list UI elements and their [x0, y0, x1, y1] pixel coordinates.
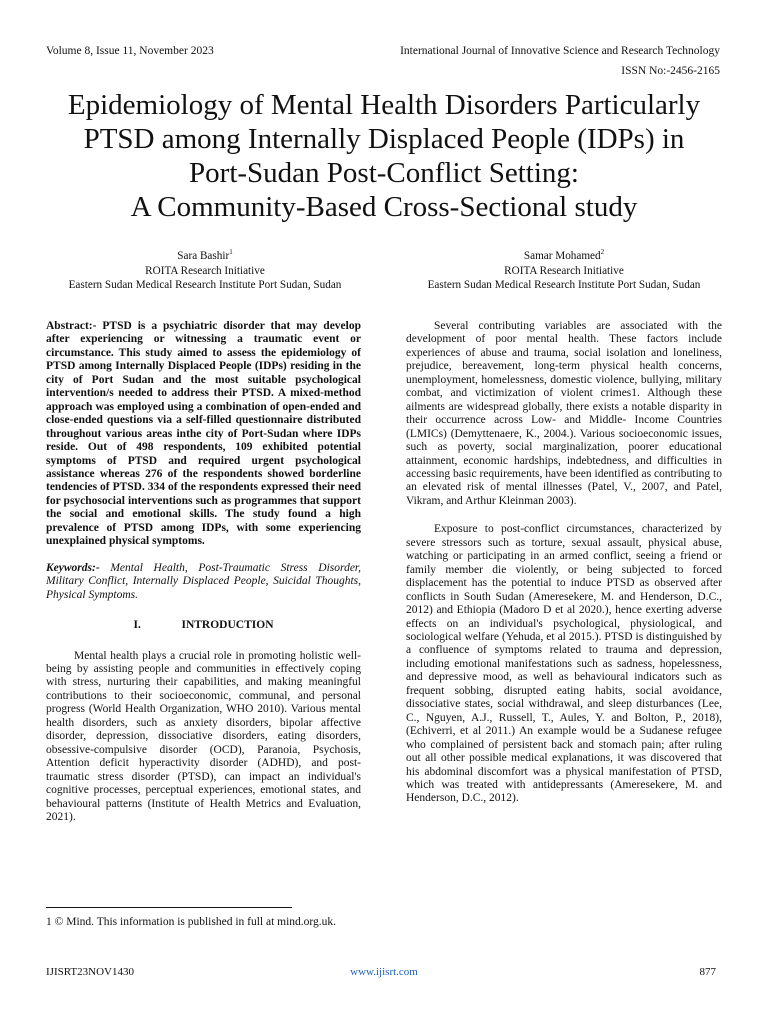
author-block-2 — [390, 249, 738, 293]
section-title: INTRODUCTION — [181, 619, 274, 632]
keywords-label: Keywords:- — [46, 561, 100, 574]
keywords — [46, 562, 361, 602]
article-id: IJISRT23NOV1430 — [46, 966, 134, 978]
author-institution: Eastern Sudan Medical Research Institute Port Sudan, Sudan — [68, 279, 342, 291]
author-block-1 — [30, 249, 380, 293]
page-number: 877 — [699, 966, 716, 978]
journal-website-link[interactable]: www.ijisrt.com — [350, 966, 418, 978]
author-affiliation-mark: 1 — [229, 248, 233, 256]
section-number: I. — [133, 619, 141, 632]
body-paragraph: Exposure to post-conflict circumstances, characterized by severe stressors such as torture, sexual assault, physical abuse, watching or participating in an armed conflict, seeing a friend or family member die violently, or being subjected to forced displacement has the potential to induce PTSD as observed after conflicts in South Sudan (Ameresekere, M. and Henderson, D.C., 2012) and Ethiopia (Madoro D et al 2020.), hence exerting adverse effects on an individual's psychological, physiological, and sociological welfare (Yehuda, et al 2015.). PTSD is distinguished by a confluence of symptoms related to trauma and depression, including emotional manifestations such as sadness, hopelessness, and depressive mood, as well as behavioural indicators such as frequent sobbing, disrupted eating habits, social avoidance, dissociative states, social withdrawal, and sleep disturbances (Lee, C., Nguyen, A.J., Russell, T., Aules, Y. and Bolton, P., 2018), (Echiverri, et al 2011.) An example would be a Sudanese refugee who complained of persistent back and stomach pain; after ruling out all other possible medical explanations, it was discovered that his abdominal discomfort was a physical manifestation of PTSD, which was treated with antidepressants (Ameresekere, M. and Henderson, D.C., 2012). — [406, 523, 722, 805]
abstract: Abstract:- PTSD is a psychiatric disorder that may develop after experiencing or witnessing a traumatic event or circumstance. This study aimed to assess the epidemiology of PTSD among Internally Displaced People (IDPs) residing in the city of Port Sudan and the most suitable psychological intervention/s needed to address their PTSD. A mixed-method approach was employed using a combination of open-ended and close-ended questions via a self-filled questionnaire distributed throughout various areas inthe city of Port-Sudan where IDPs reside. Out of 498 respondents, 109 exhibited potential symptoms of PTSD and required urgent psychological assistance whereas 276 of the respondents showed borderline tendencies of PTSD. 334 of the respondents expressed their need for psychosocial interventions such as programmes that support the social and emotional skills. The study found a high prevalence of PTSD among IDPs, with some experiencing unexplained physical symptoms. — [46, 320, 361, 548]
intro-paragraph: Mental health plays a crucial role in promoting holistic well-being by assisting people and communities in effectively coping with stress, nurturing their capabilities, and making meaningful contributions to their socioeconomic, communal, and personal progress (World Health Organization, WHO 2010). Various mental health disorders, such as anxiety disorders, bipolar affective disorder, depression, dissociative disorders, eating disorders, obsessive-compulsive disorder (OCD), Paranoia, Psychosis, Attention deficit hyperactivity disorder (ADHD), and post-traumatic stress disorder (PTSD), can impact an individual's cognitive processes, perceptual experiences, emotional states, and behavioural patterns (Institute of Health Metrics and Evaluation, 2021). — [46, 649, 361, 823]
author-organization: ROITA Research Initiative — [504, 264, 624, 277]
right-column — [406, 320, 722, 806]
section-heading — [46, 619, 361, 632]
author-organization: ROITA Research Initiative — [145, 264, 265, 277]
author-institution: Eastern Sudan Medical Research Institute Port Sudan, Sudan — [427, 279, 701, 291]
left-column — [46, 320, 361, 824]
title-line: Port-Sudan Post-Conflict Setting: — [189, 157, 579, 189]
body-paragraph: Several contributing variables are associated with the development of poor mental health. These factors include experiences of abuse and trauma, social isolation and loneliness, prejudice, bereavement, long-term physical health concerns, unemployment, homelessness, domestic violence, bullying, military combat, and victimization of violent crimes1. Although these ailments are widespread globally, there exists a notable disparity in their occurrence across Low- and Middle- Income Countries (LMICs) (Demyttenaere, K., 2004.). Various socioeconomic issues, such as poverty, social marginalization, poorer educational attainment, economic hardships, indebtedness, and difficulties in accessing basic requirements, have been identified as contributing to an elevated risk of mental illnesses (Patel, V., 2007, and Patel, Vikram, and Arthur Kleinman 2003). — [406, 320, 722, 507]
journal-name: International Journal of Innovative Science and Research Technology — [400, 45, 720, 57]
paper-title — [24, 88, 744, 224]
keywords-text: Mental Health, Post-Traumatic Stress Disorder, Military Conflict, Internally Displaced People, Suicidal Thoughts, Physical Symptoms. — [46, 561, 361, 601]
title-line: PTSD among Internally Displaced People (IDPs) in — [83, 123, 685, 155]
author-name: Sara Bashir$^1$ — [177, 248, 233, 262]
footnote-divider — [46, 907, 292, 908]
footnote: 1 © Mind. This information is published in full at mind.org.uk. — [46, 916, 337, 928]
journal-volume: Volume 8, Issue 11, November 2023 — [46, 45, 214, 57]
issn: ISSN No:-2456-2165 — [621, 65, 720, 77]
title-line: A Community-Based Cross-Sectional study — [130, 191, 638, 223]
author-affiliation-mark: 2 — [600, 248, 605, 256]
author-name: Samar Mohamed$^2$ — [523, 248, 605, 262]
title-line: Epidemiology of Mental Health Disorders Particularly — [67, 89, 701, 121]
